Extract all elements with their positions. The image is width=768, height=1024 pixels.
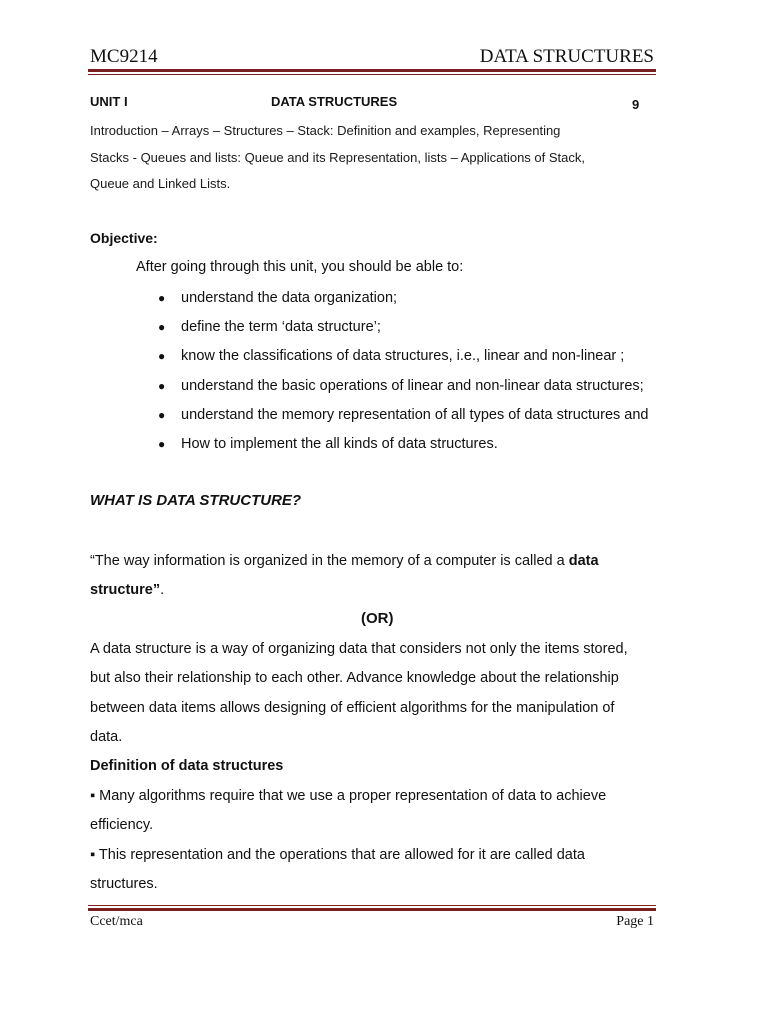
definition-heading: Definition of data structures	[90, 758, 284, 774]
bullet-icon: ●	[158, 407, 166, 422]
paragraph-line: structures.	[90, 876, 158, 893]
list-item: ● understand the memory representation of all types of data structures and	[158, 401, 648, 430]
syllabus-line: Queue and Linked Lists.	[90, 176, 231, 191]
footer-institution: Ccet/mca	[90, 914, 143, 929]
course-code: MC9214	[90, 46, 158, 67]
paragraph-line: efficiency.	[90, 817, 154, 834]
paragraph-line: but also their relationship to each other. Advance knowledge about the relationship	[90, 670, 619, 687]
objective-heading: Objective:	[90, 230, 158, 246]
paragraph-line: A data structure is a way of organizing data that considers not only the items stored,	[90, 641, 628, 657]
list-item: ● How to implement the all kinds of data structures.	[158, 430, 648, 459]
syllabus-line: Introduction – Arrays – Structures – Stack: Definition and examples, Representing	[90, 123, 561, 138]
definition-points	[90, 782, 650, 900]
bullet-icon: ●	[158, 320, 166, 335]
objective-list	[158, 284, 648, 459]
paragraph-line: between data items allows designing of efficient algorithms for the manipulation of	[90, 699, 615, 716]
unit-title: DATA STRUCTURES	[271, 94, 398, 109]
header-rule-thick	[88, 69, 656, 72]
page-number: Page 1	[616, 914, 654, 929]
course-title: DATA STRUCTURES	[479, 46, 654, 67]
bullet-icon: ●	[158, 349, 166, 364]
definition-quote: “The way information is organized in the memory of a computer is called a data structure”.	[90, 553, 599, 599]
unit-label: UNIT I	[90, 94, 128, 109]
syllabus-line: Stacks - Queues and lists: Queue and its Representation, lists – Applications of Stack,	[90, 149, 585, 165]
or-separator: (OR)	[361, 610, 394, 627]
paragraph-line: ▪ This representation and the operations that are allowed for it are called data	[90, 846, 585, 863]
bullet-icon: ●	[158, 291, 166, 305]
header-rule-thin	[88, 74, 656, 75]
list-item: ● know the classifications of data structures, i.e., linear and non-linear ;	[158, 342, 648, 371]
list-item: ● understand the data organization;	[158, 284, 648, 313]
objective-lead: After going through this unit, you should be able to:	[136, 259, 464, 275]
list-item: ● define the term ‘data structure’;	[158, 313, 648, 342]
footer-rule-thin	[88, 905, 656, 906]
bullet-icon: ●	[158, 436, 166, 451]
footer-rule-thick	[88, 908, 656, 911]
list-item: ● understand the basic operations of linear and non-linear data structures;	[158, 372, 648, 401]
syllabus-text	[90, 118, 630, 198]
paragraph-line: data.	[90, 729, 123, 746]
bullet-icon: ●	[158, 378, 166, 393]
section-heading: WHAT IS DATA STRUCTURE?	[90, 492, 302, 509]
paragraph-line: ▪ Many algorithms require that we use a proper representation of data to achieve	[90, 788, 607, 804]
unit-hours: 9	[632, 97, 640, 112]
definition-paragraph	[90, 635, 650, 753]
